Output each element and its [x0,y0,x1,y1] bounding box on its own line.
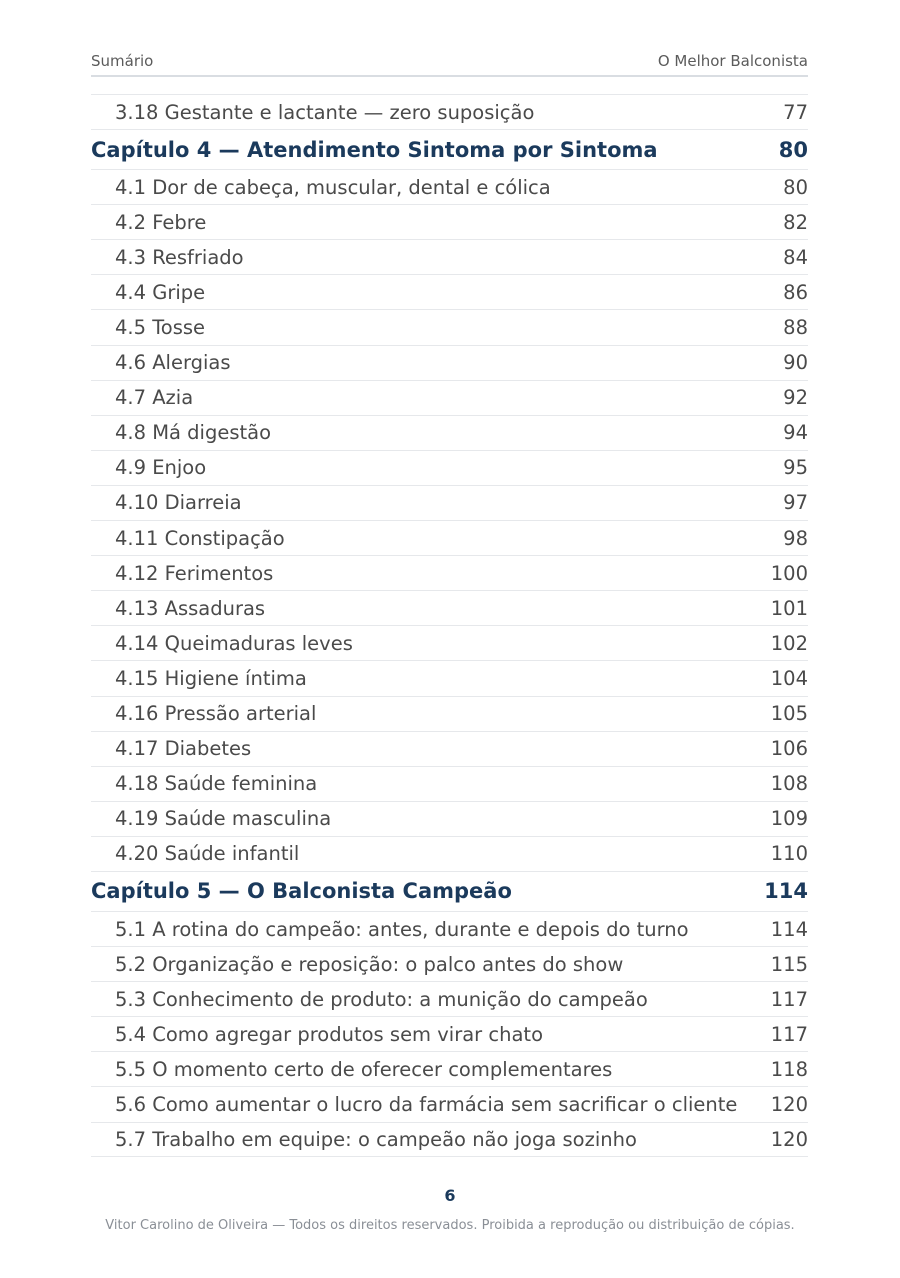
toc-title: 4.3 Resfriado [115,245,244,269]
toc-entry-row[interactable] [91,590,808,625]
toc-page-number: 84 [783,245,808,269]
toc-page-number: 120 [770,1092,808,1116]
toc-title: 4.7 Azia [115,386,194,410]
toc-entry-row[interactable] [91,1051,808,1086]
toc-page-number: 106 [770,737,808,761]
toc-entry-row[interactable] [91,204,808,239]
toc-page-number: 117 [770,987,808,1011]
toc-entry-row[interactable] [91,911,808,946]
toc-title: 4.4 Gripe [115,280,206,304]
toc-entry-row[interactable] [91,766,808,801]
toc-entry-row[interactable] [91,555,808,590]
toc-entry-row[interactable] [91,380,808,415]
toc-title: 5.4 Como agregar produtos sem virar chato [115,1022,544,1046]
toc-chapter-row[interactable] [91,871,808,911]
toc-title: 5.2 Organização e reposição: o palco antes do show [115,952,624,976]
toc-title: 4.16 Pressão arterial [115,702,317,726]
toc-entry-row[interactable] [91,625,808,660]
toc-title: 4.1 Dor de cabeça, muscular, dental e cólica [115,175,551,199]
toc-title: 4.2 Febre [115,210,207,234]
toc-entry-row[interactable] [91,520,808,555]
toc-entry-row[interactable] [91,274,808,309]
toc-title: 4.17 Diabetes [115,737,252,761]
toc-page-number: 120 [770,1127,808,1151]
toc-page-number: 101 [770,596,808,620]
toc-page-number: 114 [764,879,808,904]
toc-entry-row[interactable] [91,731,808,766]
toc-title: 4.10 Diarreia [115,491,242,515]
toc-entry-row[interactable] [91,345,808,380]
toc-entry-row[interactable] [91,696,808,731]
toc-entry-row[interactable] [91,946,808,981]
toc-page-number: 104 [770,666,808,690]
toc-entry-row[interactable] [91,1122,808,1157]
toc-page-number: 82 [783,210,808,234]
toc-title: 4.14 Queimaduras leves [115,631,353,655]
toc-page-number: 115 [770,952,808,976]
toc-title: 4.6 Alergias [115,351,231,375]
toc-entry-row[interactable] [91,239,808,274]
toc-entry-row[interactable] [91,1086,808,1121]
toc-page-number: 77 [783,100,808,124]
toc-page-number: 95 [783,456,808,480]
toc-title: 4.5 Tosse [115,316,206,340]
toc-title: 4.19 Saúde masculina [115,807,332,831]
toc-entry-row[interactable] [91,485,808,520]
toc-title: Capítulo 4 — Atendimento Sintoma por Sintoma [91,137,658,162]
toc-title: 4.11 Constipação [115,526,285,550]
toc-page-number: 88 [783,316,808,340]
toc-entry-row[interactable] [91,836,808,871]
toc-title: 3.18 Gestante e lactante — zero suposição [115,100,535,124]
toc-page-number: 98 [783,526,808,550]
toc-title: 5.6 Como aumentar o lucro da farmácia sem sacrificar o cliente [115,1092,738,1116]
toc-entry-row[interactable] [91,169,808,204]
toc-title: 5.3 Conhecimento de produto: a munição do campeão [115,987,648,1011]
toc-page-number: 100 [770,561,808,585]
toc-title: 4.20 Saúde infantil [115,842,300,866]
toc-page-number: 114 [770,917,808,941]
toc-page-number: 86 [783,280,808,304]
toc-page-number: 80 [783,175,808,199]
toc-page-number: 118 [770,1057,808,1081]
toc-title: 4.13 Assaduras [115,596,266,620]
toc-entry-row[interactable] [91,801,808,836]
toc-page-number: 102 [770,631,808,655]
toc-title: 4.15 Higiene íntima [115,666,307,690]
toc-page-number: 92 [783,386,808,410]
toc-entry-row[interactable] [91,981,808,1016]
toc-entry-row[interactable] [91,415,808,450]
toc-page-number: 110 [770,842,808,866]
copyright-footer: Vitor Carolino de Oliveira — Todos os direitos reservados. Proibida a reprodução ou distribuição de cópias. [105,1218,795,1233]
toc-entry-row[interactable] [91,94,808,129]
header-section-title: Sumário [91,52,154,70]
toc-entry-row[interactable] [91,309,808,344]
toc-page-number: 117 [770,1022,808,1046]
toc-page-number: 80 [778,137,808,162]
toc-entry-row[interactable] [91,1016,808,1051]
toc-page-number: 108 [770,772,808,796]
toc-title: 4.9 Enjoo [115,456,207,480]
toc-page-number: 90 [783,351,808,375]
toc-title: 4.12 Ferimentos [115,561,274,585]
toc-page-number: 94 [783,421,808,445]
toc-title: 5.5 O momento certo de oferecer complementares [115,1057,613,1081]
toc-page-number: 105 [770,702,808,726]
toc-page-number: 97 [783,491,808,515]
header-book-title: O Melhor Balconista [657,52,808,70]
toc-entry-row[interactable] [91,660,808,695]
toc-chapter-row[interactable] [91,129,808,169]
table-of-contents [91,94,808,1157]
toc-title: 5.1 A rotina do campeão: antes, durante e depois do turno [115,917,689,941]
toc-title: 4.18 Saúde feminina [115,772,318,796]
toc-title: 4.8 Má digestão [115,421,272,445]
toc-page-number: 109 [770,807,808,831]
toc-title: Capítulo 5 — O Balconista Campeão [91,879,512,904]
toc-title: 5.7 Trabalho em equipe: o campeão não joga sozinho [115,1127,637,1151]
running-header [91,47,808,77]
page-number: 6 [444,1186,456,1205]
toc-entry-row[interactable] [91,450,808,485]
